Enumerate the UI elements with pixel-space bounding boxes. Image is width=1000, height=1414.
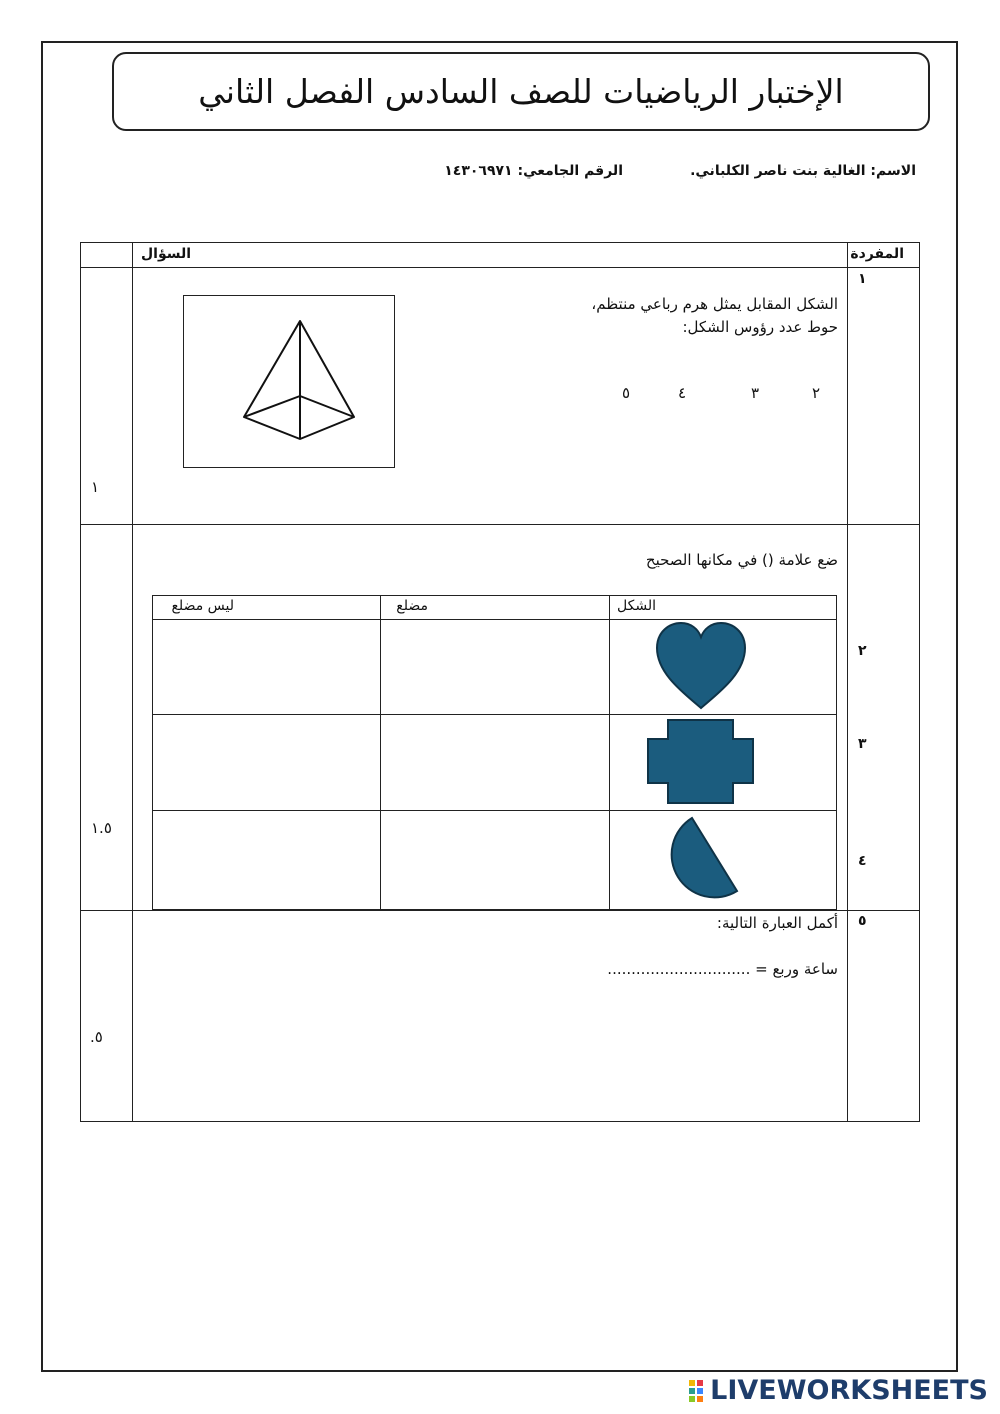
q1-option[interactable]: ٢ bbox=[812, 384, 821, 402]
q2-instruction: ضع علامة () في مكانها الصحيح bbox=[645, 551, 838, 569]
q2-item-number: ٢ bbox=[858, 643, 867, 659]
q5-instruction: أكمل العبارة التالية: bbox=[716, 914, 838, 932]
inner-table-right bbox=[836, 595, 837, 910]
square-pyramid-figure bbox=[183, 295, 395, 469]
q5-score: .٥ bbox=[90, 1028, 103, 1046]
page-title: الإختبار الرياضيات للصف السادس الفصل الثاني bbox=[198, 72, 844, 111]
liveworksheets-logo bbox=[688, 1375, 988, 1406]
name-value: الغالية بنت ناصر الكلباني. bbox=[690, 163, 866, 179]
logo-icon bbox=[688, 1379, 706, 1403]
student-name-line bbox=[690, 163, 916, 179]
col-not-polygon-header: ليس مضلع bbox=[171, 598, 234, 614]
plus-shape bbox=[647, 719, 755, 805]
answer-cell-not-polygon-row2[interactable] bbox=[153, 715, 380, 810]
header-question: السؤال bbox=[141, 246, 192, 262]
q1-item-number: ١ bbox=[858, 271, 867, 287]
q1-text-line1: الشكل المقابل يمثل هرم رباعي منتظم، bbox=[591, 295, 838, 313]
header-item: المفردة bbox=[850, 246, 904, 262]
table-border-bottom bbox=[80, 1121, 920, 1122]
name-label: الاسم: bbox=[870, 163, 916, 179]
table-border-top bbox=[80, 242, 920, 243]
q2-score: ١.٥ bbox=[91, 819, 112, 837]
inner-table-top bbox=[152, 595, 837, 596]
table-row-line bbox=[80, 910, 920, 911]
table-border-left bbox=[80, 242, 81, 1122]
semicircle-shape bbox=[655, 815, 745, 905]
q1-text-line2: حوط عدد رؤوس الشكل: bbox=[682, 318, 838, 336]
answer-cell-not-polygon-row1[interactable] bbox=[153, 620, 380, 714]
answer-cell-not-polygon-row3[interactable] bbox=[153, 811, 380, 909]
title-box bbox=[112, 52, 930, 131]
answer-cell-polygon-row1[interactable] bbox=[381, 620, 609, 714]
q3-item-number: ٣ bbox=[858, 736, 867, 752]
id-label: الرقم الجامعي: bbox=[517, 163, 623, 179]
table-row-line bbox=[80, 524, 920, 525]
col-shape-header: الشكل bbox=[617, 598, 656, 614]
q1-option[interactable]: ٣ bbox=[751, 384, 760, 402]
inner-table-bottom bbox=[152, 909, 837, 910]
answer-cell-polygon-row3[interactable] bbox=[381, 811, 609, 909]
answer-cell-polygon-row2[interactable] bbox=[381, 715, 609, 810]
q4-item-number: ٤ bbox=[858, 853, 867, 869]
q5-statement[interactable]: ساعة وربع = .............................. bbox=[607, 960, 838, 978]
table-header-line bbox=[80, 267, 920, 268]
table-item-column-line bbox=[847, 242, 848, 1122]
table-border-right bbox=[919, 242, 920, 1122]
q1-score: ١ bbox=[91, 478, 100, 496]
brand-text: LIVEWORKSHEETS bbox=[710, 1375, 988, 1406]
col-polygon-header: مضلع bbox=[396, 598, 428, 614]
id-value: ١٤٣٠٦٩٧١ bbox=[444, 163, 513, 179]
student-id-line bbox=[444, 163, 623, 179]
table-score-column-line bbox=[132, 242, 133, 1122]
inner-table-col-line bbox=[609, 595, 610, 910]
q1-option[interactable]: ٥ bbox=[622, 384, 631, 402]
heart-shape bbox=[655, 622, 747, 710]
q5-item-number: ٥ bbox=[858, 913, 867, 929]
q1-option[interactable]: ٤ bbox=[678, 384, 687, 402]
